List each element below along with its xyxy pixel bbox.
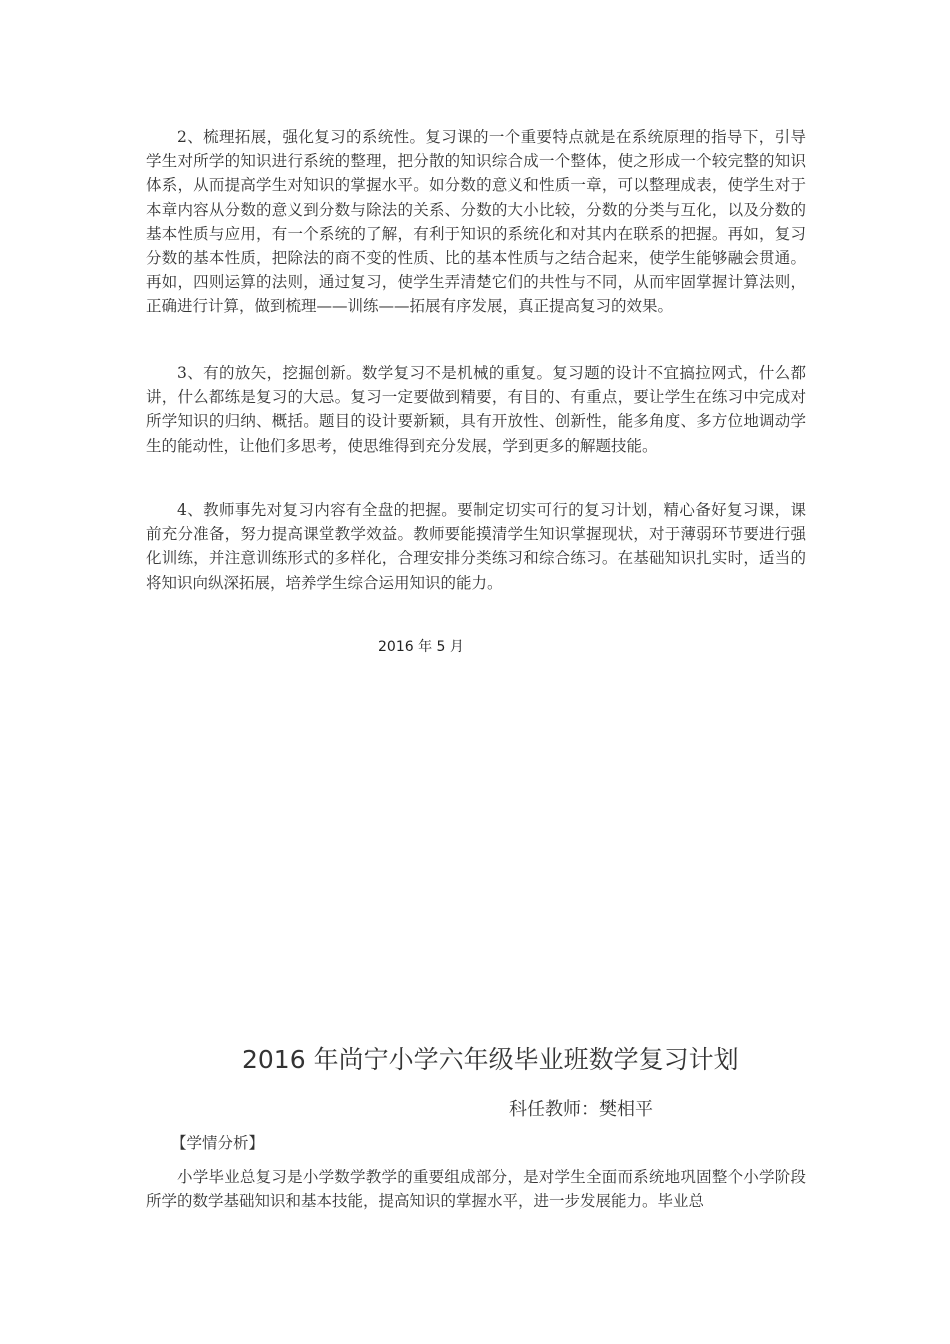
paragraph-2: 2、梳理拓展，强化复习的系统性。复习课的一个重要特点就是在系统原理的指导下，引导学生对所学的知识进行系统的整理，把分散的知识综合成一个整体，使之形成一个较完整的知识体系，从而提高学生对知识的掌握水平。如分数的意义和性质一章，可以整理成表，使学生对于本章内容从分数的意义到分数与除法的关系、分数的大小比较，分数的分类与互化，以及分数的基本性质与应用，有一个系统的了解，有利于知识的系统化和对其内在联系的把握。再如，复习分数的基本性质，把除法的商不变的性质、比的基本性质与之结合起来，使学生能够融会贯通。再如，四则运算的法则，通过复习，使学生弄清楚它们的共性与不同，从而牢固掌握计算法则，正确进行计算，做到梳理——训练——拓展有序发展，真正提高复习的效果。 [146,128,806,316]
paragraph-intro: 小学毕业总复习是小学数学教学的重要组成部分，是对学生全面而系统地巩固整个小学阶段所学的数学基础知识和基本技能，提高知识的掌握水平，进一步发展能力。毕业总 [146,1168,806,1211]
plan-title: 2016 年尚宁小学六年级毕业班数学复习计划 [242,1045,739,1074]
section-heading: 【学情分析】 [171,1134,265,1152]
document-date: 2016 年 5 月 [378,639,464,655]
paragraph-3: 3、有的放矢，挖掘创新。数学复习不是机械的重复。复习题的设计不宜搞拉网式，什么都讲，什么都练是复习的大忌。复习一定要做到精要，有目的、有重点，要让学生在练习中完成对所学知识的归纳、概括。题目的设计要新颖，具有开放性、创新性，能多角度、多方位地调动学生的能动性，让他们多思考，使思维得到充分发展，学到更多的解题技能。 [146,364,806,455]
teacher-line: 科任教师：樊相平 [509,1099,653,1120]
paragraph-4: 4、教师事先对复习内容有全盘的把握。要制定切实可行的复习计划，精心备好复习课，课前充分准备，努力提高课堂教学效益。教师要能摸清学生知识掌握现状，对于薄弱环节要进行强化训练，并注意训练形式的多样化，合理安排分类练习和综合练习。在基础知识扎实时，适当的将知识向纵深拓展，培养学生综合运用知识的能力。 [146,501,806,592]
